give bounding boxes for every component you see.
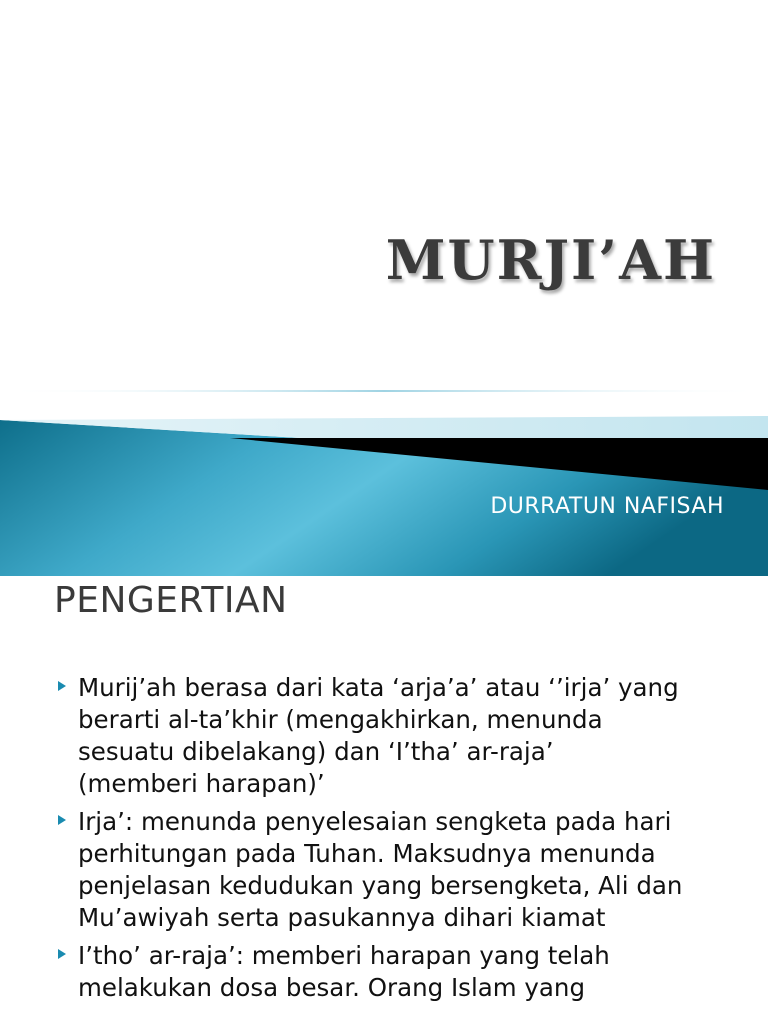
triangle-bullet-icon <box>58 681 66 691</box>
slide-heading: PENGERTIAN <box>54 580 288 621</box>
list-item <box>56 672 736 800</box>
bullet-text: Irja’: menunda penyelesaian sengketa pada hari perhitungan pada Tuhan. Maksudnya menunda penjelasan kedudukan yang bersengketa, Ali dan Mu’awiyah serta pasukannya dihari kiamat <box>78 807 683 932</box>
list-item <box>56 806 736 934</box>
bullet-text: I’tho’ ar-raja’: memberi harapan yang telah melakukan dosa besar. Orang Islam yang <box>78 941 610 1002</box>
bullet-text: Murij’ah berasa dari kata ‘arja’a’ atau ‘’irja’ yang berarti al-ta’khir (mengakhirkan, menunda sesuatu dibelakang) dan ‘I’tha’ ar-raja’ (memberi harapan)’ <box>78 673 679 798</box>
triangle-bullet-icon <box>58 949 66 959</box>
slide-title: MURJI’AH <box>385 228 716 292</box>
triangle-bullet-icon <box>58 815 66 825</box>
bullet-list <box>56 672 736 1010</box>
author-name: DURRATUN NAFISAH <box>490 494 724 519</box>
thin-rule <box>0 390 768 392</box>
decorative-band <box>0 380 768 576</box>
list-item <box>56 940 736 1004</box>
content-slide <box>0 576 768 1024</box>
